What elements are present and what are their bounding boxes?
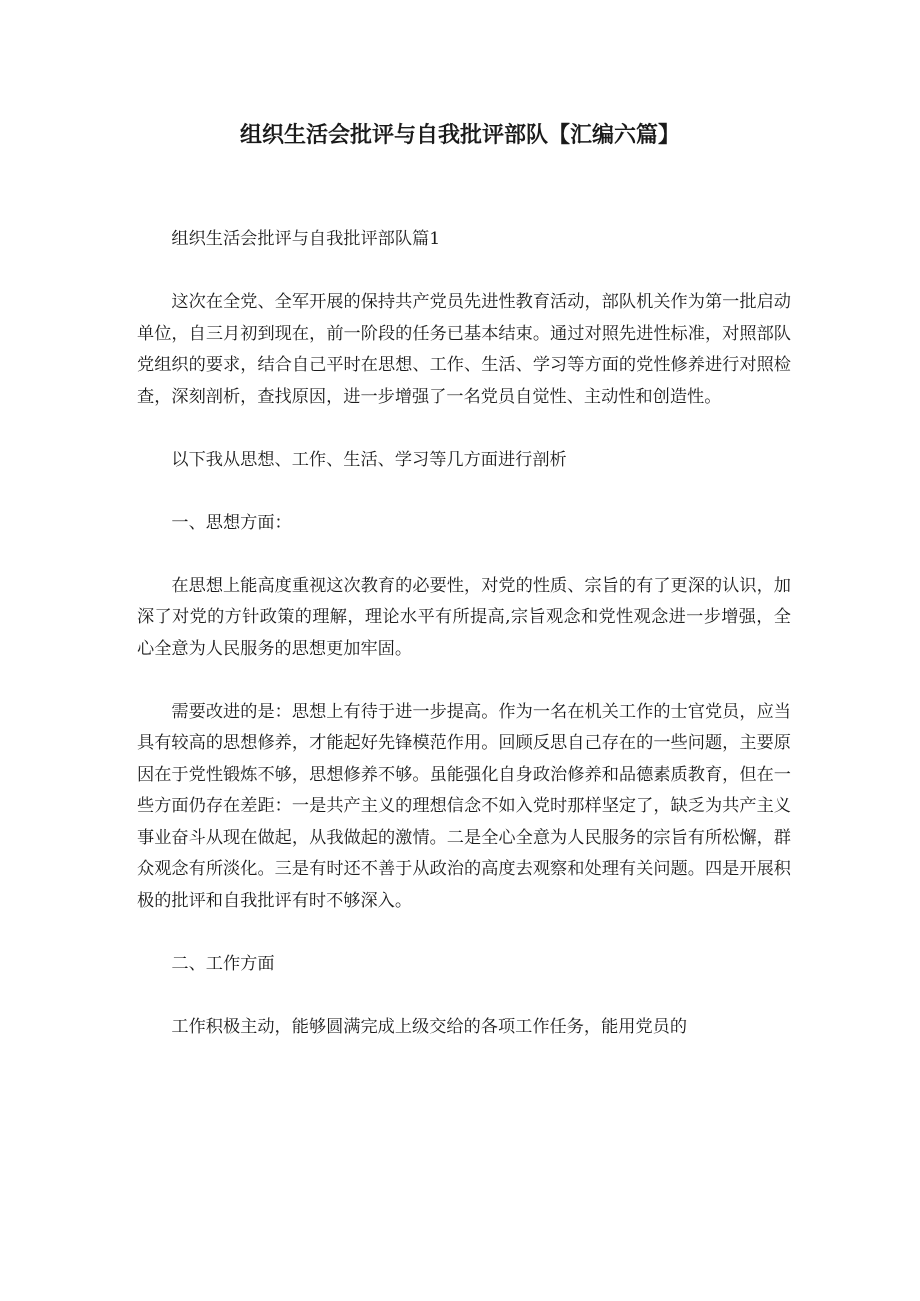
section-heading-thought: 一、思想方面：	[171, 512, 292, 533]
document-title: 组织生活会批评与自我批评部队【汇编六篇】	[239, 123, 680, 148]
section-heading-1: 组织生活会批评与自我批评部队篇1	[171, 229, 441, 249]
paragraph-intro: 这次在全党、全军开展的保持共产党员先进性教育活动，部队机关作为第一批启动单位，自三月初到现在，前一阶段的任务已基本结束。通过对照先进性标准，对照部队党组织的要求，结合自己平时在思想、工作、生活、学习等方面的党性修养进行对照检查，深刻剖析，查找原因，进一步增强了一名党员自觉性、主动性和创造性。	[137, 292, 791, 407]
section-heading-work: 二、工作方面	[171, 953, 275, 974]
paragraph-work: 工作积极主动，能够圆满完成上级交给的各项工作任务，能用党员的	[171, 1016, 688, 1037]
paragraph-improvement: 需要改进的是：思想上有待于进一步提高。作为一名在机关工作的士官党员，应当具有较高的思想修养，才能起好先锋模范作用。回顾反思自己存在的一些问题，主要原因在于党性锻炼不够，思想修养不够。虽能强化自身政治修养和品德素质教育，但在一些方面仍存在差距：一是共产主义的理想信念不如入党时那样坚定了，缺乏为共产主义事业奋斗从现在做起，从我做起的激情。二是全心全意为人民服务的宗旨有所松懈，群众观念有所淡化。三是有时还不善于从政治的高度去观察和处理有关问题。四是开展积极的批评和自我批评有时不够深入。	[137, 701, 791, 911]
paragraph-analysis-lead: 以下我从思想、工作、生活、学习等几方面进行剖析	[171, 449, 567, 470]
paragraph-thought: 在思想上能高度重视这次教育的必要性，对党的性质、宗旨的有了更深的认识，加深了对党的方针政策的理解，理论水平有所提高,宗旨观念和党性观念进一步增强，全心全意为人民服务的思想更加牢固。	[137, 575, 791, 659]
document-body	[137, 224, 791, 1043]
